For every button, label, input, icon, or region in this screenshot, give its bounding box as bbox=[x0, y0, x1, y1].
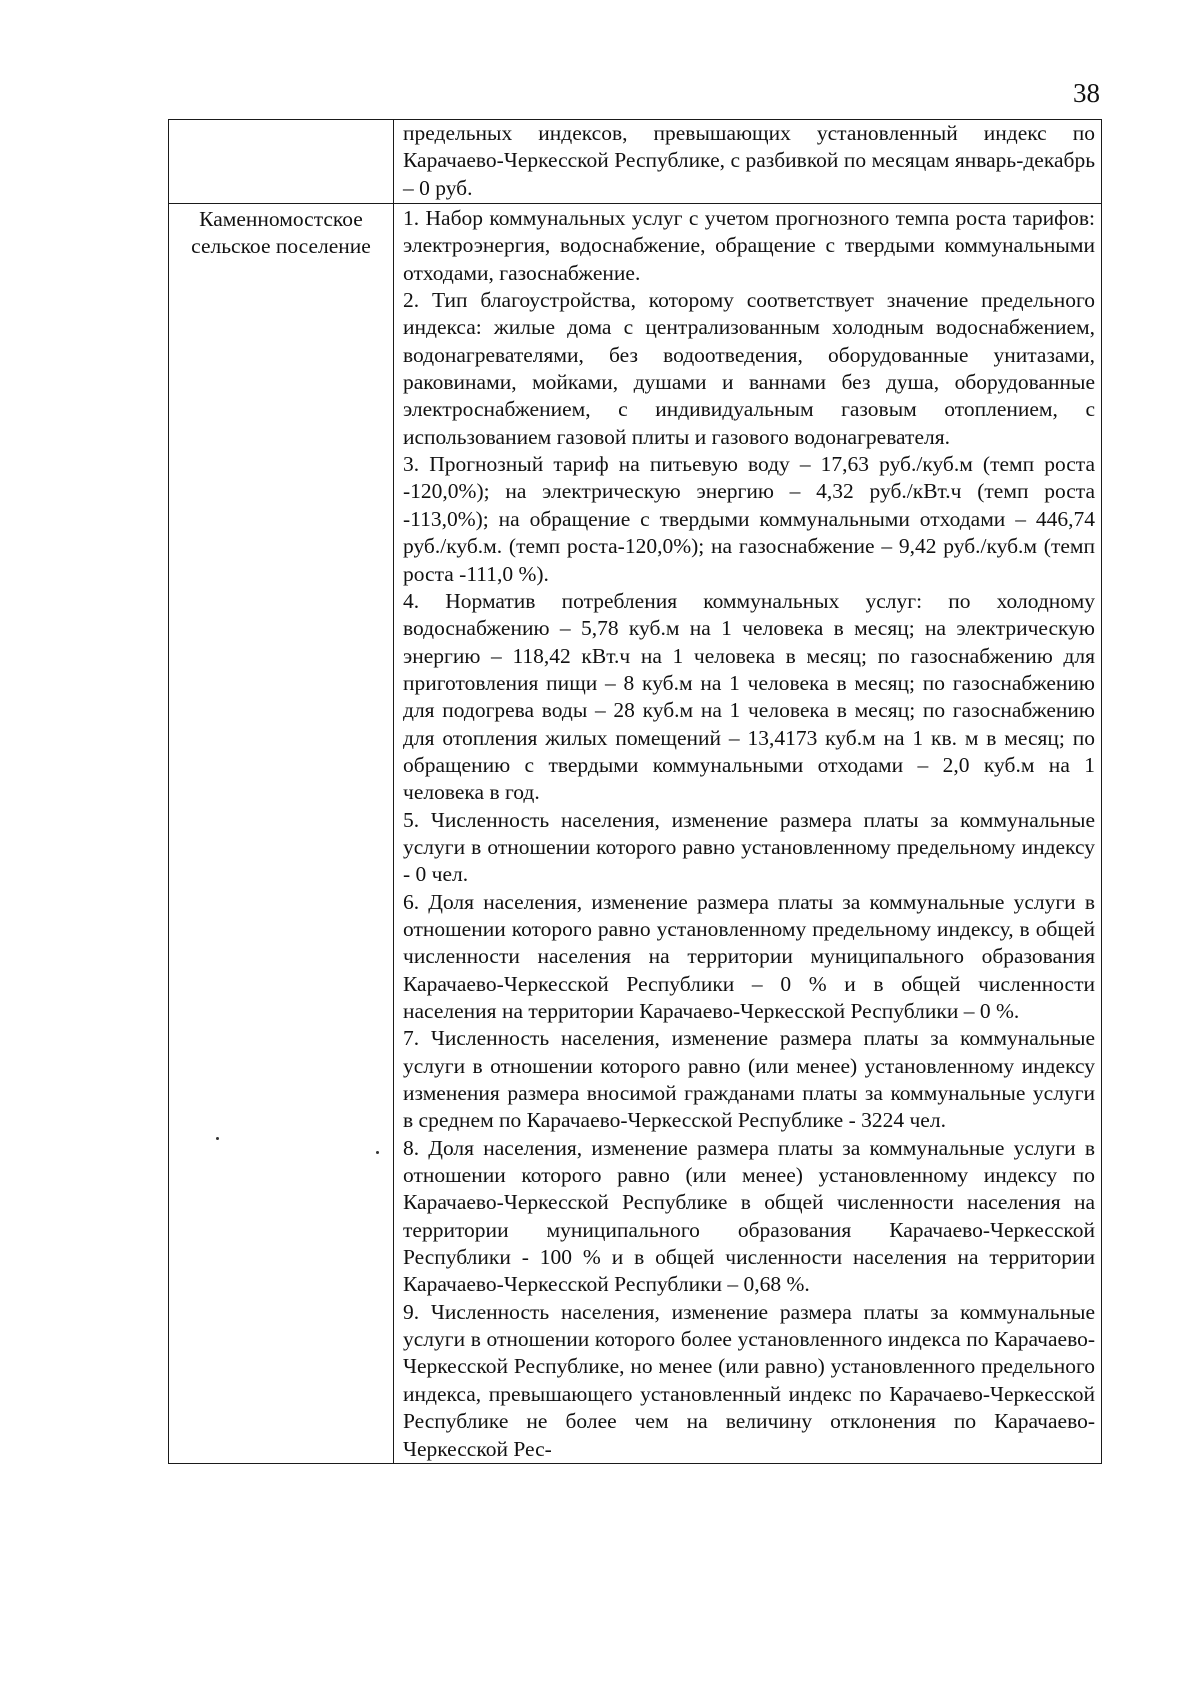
municipality-cell bbox=[169, 204, 394, 1464]
scan-speck bbox=[376, 1151, 379, 1154]
description-cell bbox=[394, 120, 1102, 204]
table-row bbox=[169, 204, 1102, 1464]
municipality-name-line: сельское поселение bbox=[191, 234, 371, 259]
paragraph: 3. Прогнозный тариф на питьевую воду – 17,63 руб./куб.м (темп роста -120,0%); на электрическую энергию – 4,32 руб./кВт.ч (темп роста -113,0%); на обращение с твердыми коммунальными отходами – 446,74 руб./куб.м. (темп роста-120,0%); на газоснабжение – 9,42 руб./куб.м (темп роста -111,0 %). bbox=[403, 452, 1095, 586]
scan-speck bbox=[216, 1137, 219, 1140]
paragraph: 6. Доля населения, изменение размера платы за коммунальные услуги в отношении которого равно установленному предельному индексу, в общей численности населения на территории муниципального образования Карачаево-Черкесской Республики – 0 % и в общей численности населения на территории Карачаево-Черкесской Республики – 0 %. bbox=[403, 889, 1095, 1023]
municipality-name-line: Каменномостское bbox=[199, 207, 363, 232]
paragraph: 8. Доля населения, изменение размера платы за коммунальные услуги в отношении которого равно (или менее) установленному индексу по Карачаево-Черкесской Республике в общей численности населения на территории муниципального образования Карачаево-Черкесской Республики - 100 % и в общей численности населения на территории Карачаево-Черкесской Республики – 0,68 %. bbox=[403, 1135, 1095, 1297]
paragraph: предельных индексов, превышающих установленный индекс по Карачаево-Черкесской Республике, с разбивкой по месяцам январь-декабрь – 0 руб. bbox=[403, 121, 1095, 200]
paragraph: 1. Набор коммунальных услуг с учетом прогнозного темпа роста тарифов: электроэнергия, водоснабжение, обращение с твердыми коммунальными отходами, газоснабжение. bbox=[403, 206, 1095, 285]
municipality-cell bbox=[169, 120, 394, 204]
paragraph: 5. Численность населения, изменение размера платы за коммунальные услуги в отношении которого равно установленному предельному индексу - 0 чел. bbox=[403, 807, 1095, 887]
paragraph: 7. Численность населения, изменение размера платы за коммунальные услуги в отношении которого равно (или менее) установленному индексу изменения размера вносимой гражданами платы за коммунальные услуги в среднем по Карачаево-Черкесской Республике - 3224 чел. bbox=[403, 1026, 1095, 1133]
table-row bbox=[169, 120, 1102, 204]
document-table bbox=[168, 119, 1102, 1464]
paragraph: 2. Тип благоустройства, которому соответствует значение предельного индекса: жилые дома с централизованным холодным водоснабжением, водонагревателями, без водоотведения, оборудованные унитазами, раковинами, мойками, душами и ваннами без душа, оборудованные электроснабжением, с индивидуальным газовым отоплением, с использованием газовой плиты и газового водонагревателя. bbox=[403, 288, 1095, 449]
paragraph: 9. Численность населения, изменение размера платы за коммунальные услуги в отношении которого более установленного индекса по Карачаево-Черкесской Республике, но менее (или равно) установленного предельного индекса, превышающего установленный индекс по Карачаево-Черкесской Республике не более чем на величину отклонения по Карачаево-Черкесской Рес- bbox=[403, 1299, 1095, 1461]
page-number: 38 bbox=[1073, 78, 1100, 108]
paragraph: 4. Норматив потребления коммунальных услуг: по холодному водоснабжению – 5,78 куб.м на 1 человека в месяц; на электрическую энергию – 118,42 кВт.ч на 1 человека в месяц; по газоснабжению для приготовления пищи – 8 куб.м на 1 человека в месяц; по газоснабжению для подогрева воды – 28 куб.м на 1 человека в месяц; по газоснабжению для отопления жилых помещений – 13,4173 куб.м на 1 кв. м в месяц; по обращению с твердыми коммунальными отходами – 2,0 куб.м на 1 человека в год. bbox=[403, 588, 1095, 805]
description-cell bbox=[394, 204, 1102, 1464]
